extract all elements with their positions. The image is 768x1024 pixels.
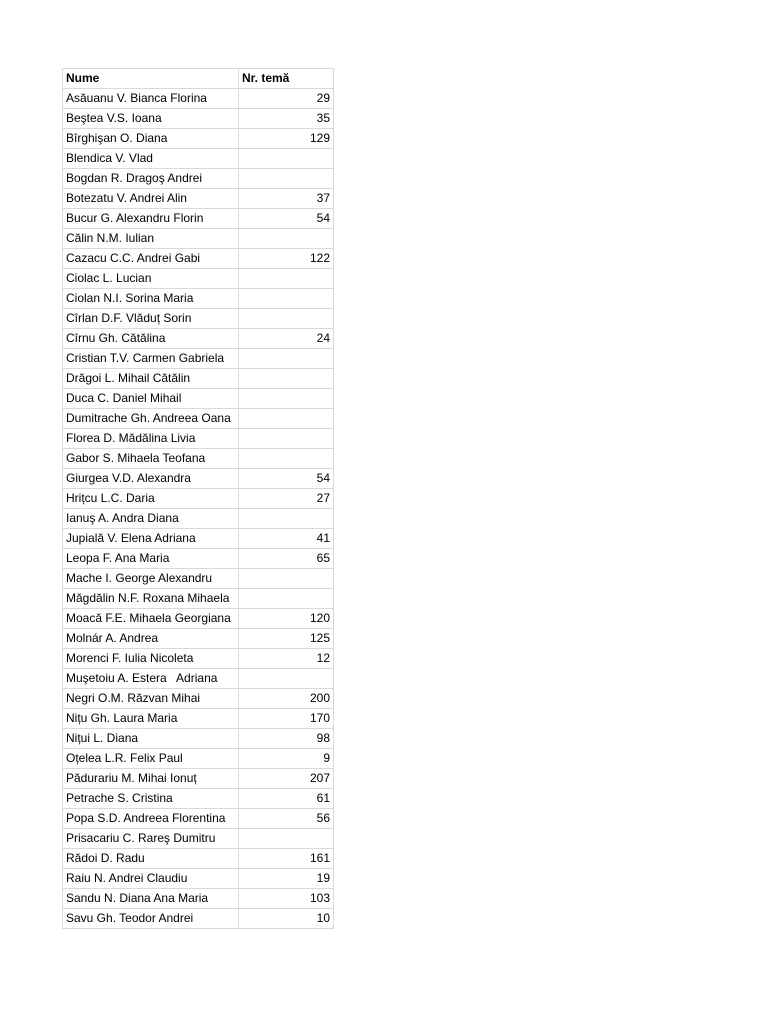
topic-number-cell [239, 389, 334, 409]
student-name-cell: Asăuanu V. Bianca Florina [63, 89, 239, 109]
table-row [63, 109, 334, 129]
table-row [63, 629, 334, 649]
student-name-cell: Ciolan N.I. Sorina Maria [63, 289, 239, 309]
table-row [63, 169, 334, 189]
table-row [63, 909, 334, 929]
table-row [63, 229, 334, 249]
topic-number-cell [239, 349, 334, 369]
table-row [63, 729, 334, 749]
student-name-cell: Giurgea V.D. Alexandra [63, 469, 239, 489]
table-row [63, 469, 334, 489]
topic-number-cell: 56 [239, 809, 334, 829]
topic-number-cell [239, 429, 334, 449]
topic-number-cell [239, 589, 334, 609]
student-name-cell: Blendica V. Vlad [63, 149, 239, 169]
topic-number-cell [239, 149, 334, 169]
table-row [63, 589, 334, 609]
student-name-cell: Prisacariu C. Rareş Dumitru [63, 829, 239, 849]
student-name-cell: Botezatu V. Andrei Alin [63, 189, 239, 209]
topic-number-cell [239, 509, 334, 529]
header-topic-number: Nr. temă [239, 69, 334, 89]
topic-number-cell: 27 [239, 489, 334, 509]
topic-number-cell: 54 [239, 209, 334, 229]
student-name-cell: Bîrghişan O. Diana [63, 129, 239, 149]
student-name-cell: Cristian T.V. Carmen Gabriela [63, 349, 239, 369]
student-name-cell: Nițu Gh. Laura Maria [63, 709, 239, 729]
table-row [63, 529, 334, 549]
student-name-cell: Bucur G. Alexandru Florin [63, 209, 239, 229]
student-name-cell: Savu Gh. Teodor Andrei [63, 909, 239, 929]
table-body [63, 89, 334, 929]
student-name-cell: Ciolac L. Lucian [63, 269, 239, 289]
students-table [62, 68, 334, 929]
student-name-cell: Cîrlan D.F. Vlăduț Sorin [63, 309, 239, 329]
topic-number-cell [239, 569, 334, 589]
student-name-cell: Rădoi D. Radu [63, 849, 239, 869]
student-name-cell: Mache I. George Alexandru [63, 569, 239, 589]
student-name-cell: Cîrnu Gh. Cătălina [63, 329, 239, 349]
topic-number-cell: 61 [239, 789, 334, 809]
table-row [63, 849, 334, 869]
table-row [63, 489, 334, 509]
student-name-cell: Hrițcu L.C. Daria [63, 489, 239, 509]
student-name-cell: Muşetoiu A. Estera Adriana [63, 669, 239, 689]
topic-number-cell: 37 [239, 189, 334, 209]
topic-number-cell: 24 [239, 329, 334, 349]
table-row [63, 829, 334, 849]
topic-number-cell: 65 [239, 549, 334, 569]
student-name-cell: Măgdălin N.F. Roxana Mihaela [63, 589, 239, 609]
topic-number-cell: 10 [239, 909, 334, 929]
student-name-cell: Bogdan R. Dragoş Andrei [63, 169, 239, 189]
topic-number-cell: 120 [239, 609, 334, 629]
table-row [63, 369, 334, 389]
student-name-cell: Leopa F. Ana Maria [63, 549, 239, 569]
topic-number-cell: 98 [239, 729, 334, 749]
student-name-cell: Jupială V. Elena Adriana [63, 529, 239, 549]
table-row [63, 889, 334, 909]
table-row [63, 429, 334, 449]
topic-number-cell [239, 169, 334, 189]
student-name-cell: Beştea V.S. Ioana [63, 109, 239, 129]
student-name-cell: Nițui L. Diana [63, 729, 239, 749]
topic-number-cell [239, 829, 334, 849]
student-name-cell: Sandu N. Diana Ana Maria [63, 889, 239, 909]
student-name-cell: Drăgoi L. Mihail Cătălin [63, 369, 239, 389]
table-row [63, 409, 334, 429]
topic-number-cell: 19 [239, 869, 334, 889]
topic-number-cell: 125 [239, 629, 334, 649]
topic-number-cell: 41 [239, 529, 334, 549]
student-name-cell: Oțelea L.R. Felix Paul [63, 749, 239, 769]
topic-number-cell: 200 [239, 689, 334, 709]
table-row [63, 349, 334, 369]
topic-number-cell: 161 [239, 849, 334, 869]
topic-number-cell: 29 [239, 89, 334, 109]
table-row [63, 809, 334, 829]
table-row [63, 449, 334, 469]
topic-number-cell [239, 309, 334, 329]
topic-number-cell [239, 269, 334, 289]
table-row [63, 749, 334, 769]
topic-number-cell: 103 [239, 889, 334, 909]
table-row [63, 209, 334, 229]
student-name-cell: Florea D. Mădălina Livia [63, 429, 239, 449]
student-name-cell: Popa S.D. Andreea Florentina [63, 809, 239, 829]
table-row [63, 649, 334, 669]
student-name-cell: Duca C. Daniel Mihail [63, 389, 239, 409]
table-row [63, 269, 334, 289]
topic-number-cell [239, 369, 334, 389]
topic-number-cell: 170 [239, 709, 334, 729]
table-row [63, 669, 334, 689]
table-row [63, 289, 334, 309]
topic-number-cell: 12 [239, 649, 334, 669]
topic-number-cell: 122 [239, 249, 334, 269]
student-name-cell: Morenci F. Iulia Nicoleta [63, 649, 239, 669]
table-row [63, 309, 334, 329]
topic-number-cell: 54 [239, 469, 334, 489]
topic-number-cell [239, 449, 334, 469]
table-row [63, 249, 334, 269]
table-row [63, 709, 334, 729]
topic-number-cell [239, 289, 334, 309]
table-row [63, 329, 334, 349]
table-row [63, 789, 334, 809]
topic-number-cell: 9 [239, 749, 334, 769]
table-row [63, 149, 334, 169]
student-name-cell: Gabor S. Mihaela Teofana [63, 449, 239, 469]
student-name-cell: Molnár A. Andrea [63, 629, 239, 649]
topic-number-cell: 207 [239, 769, 334, 789]
student-name-cell: Dumitrache Gh. Andreea Oana [63, 409, 239, 429]
topic-number-cell [239, 669, 334, 689]
table-row [63, 769, 334, 789]
topic-number-cell [239, 229, 334, 249]
table-row [63, 389, 334, 409]
table-row [63, 129, 334, 149]
student-name-cell: Călin N.M. Iulian [63, 229, 239, 249]
topic-number-cell: 35 [239, 109, 334, 129]
student-name-cell: Pădurariu M. Mihai Ionuț [63, 769, 239, 789]
student-name-cell: Cazacu C.C. Andrei Gabi [63, 249, 239, 269]
table-row [63, 509, 334, 529]
table-row [63, 869, 334, 889]
table-row [63, 689, 334, 709]
table-row [63, 609, 334, 629]
topic-number-cell: 129 [239, 129, 334, 149]
student-name-cell: Ianuş A. Andra Diana [63, 509, 239, 529]
header-row [63, 69, 334, 89]
table-row [63, 549, 334, 569]
table-row [63, 569, 334, 589]
student-name-cell: Moacă F.E. Mihaela Georgiana [63, 609, 239, 629]
student-name-cell: Negri O.M. Răzvan Mihai [63, 689, 239, 709]
student-name-cell: Raiu N. Andrei Claudiu [63, 869, 239, 889]
table-row [63, 89, 334, 109]
topic-number-cell [239, 409, 334, 429]
table-row [63, 189, 334, 209]
student-name-cell: Petrache S. Cristina [63, 789, 239, 809]
header-name: Nume [63, 69, 239, 89]
